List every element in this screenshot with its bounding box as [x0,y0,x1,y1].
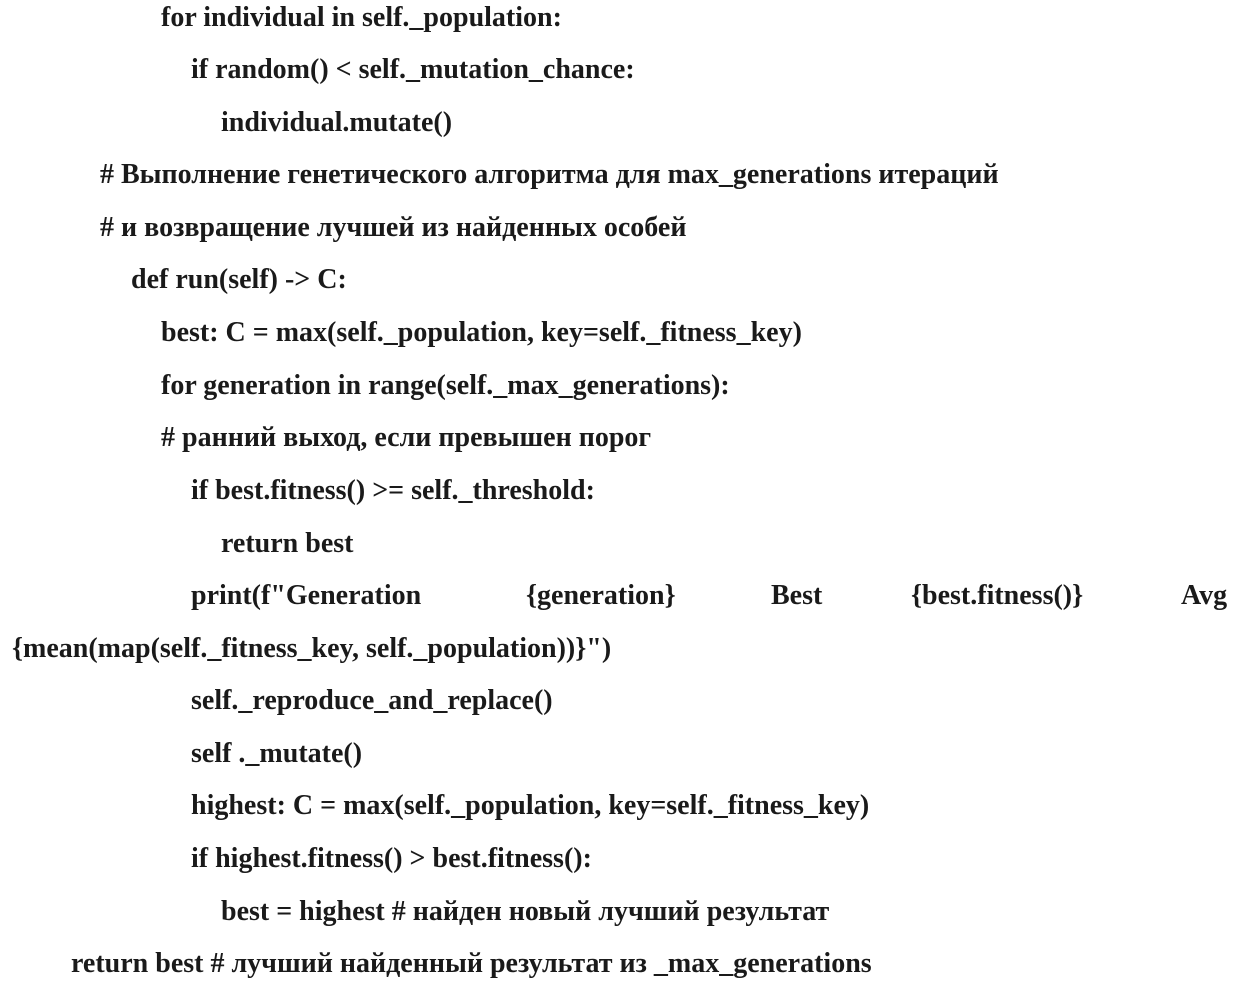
code-line: def run(self) -> C: [131,264,347,295]
code-line: highest: C = max(self._population, key=self._fitness_key) [191,790,870,821]
code-line: if highest.fitness() > best.fitness(): [191,843,592,874]
print-word: Best [771,580,823,611]
print-word: Avg [1181,580,1228,611]
code-line: individual.mutate() [221,107,453,138]
print-word: print(f"Generation [191,580,422,611]
code-line: for individual in self._population: [161,2,562,33]
code-line: for generation in range(self._max_generations): [161,370,730,401]
code-line: return best # лучший найденный результат из _max_generations [71,948,872,979]
comment-line: # и возвращение лучшей из найденных особей [100,212,687,243]
code-line: self._reproduce_and_replace() [191,685,553,716]
code-line: {mean(map(self._fitness_key, self._population))}") [12,633,612,664]
code-line: self ._mutate() [191,738,363,769]
code-line: return best [221,528,354,559]
code-line: if best.fitness() >= self._threshold: [191,475,595,506]
code-line: best: C = max(self._population, key=self._fitness_key) [161,317,802,348]
code-line: best = highest # найден новый лучший результат [221,896,830,927]
comment-line: # Выполнение генетического алгоритма для max_generations итераций [100,159,999,190]
print-word: {generation} [526,580,676,611]
print-word: {best.fitness()} [911,580,1084,611]
code-line: if random() < self._mutation_chance: [191,54,635,85]
comment-line: # ранний выход, если превышен порог [161,422,652,453]
